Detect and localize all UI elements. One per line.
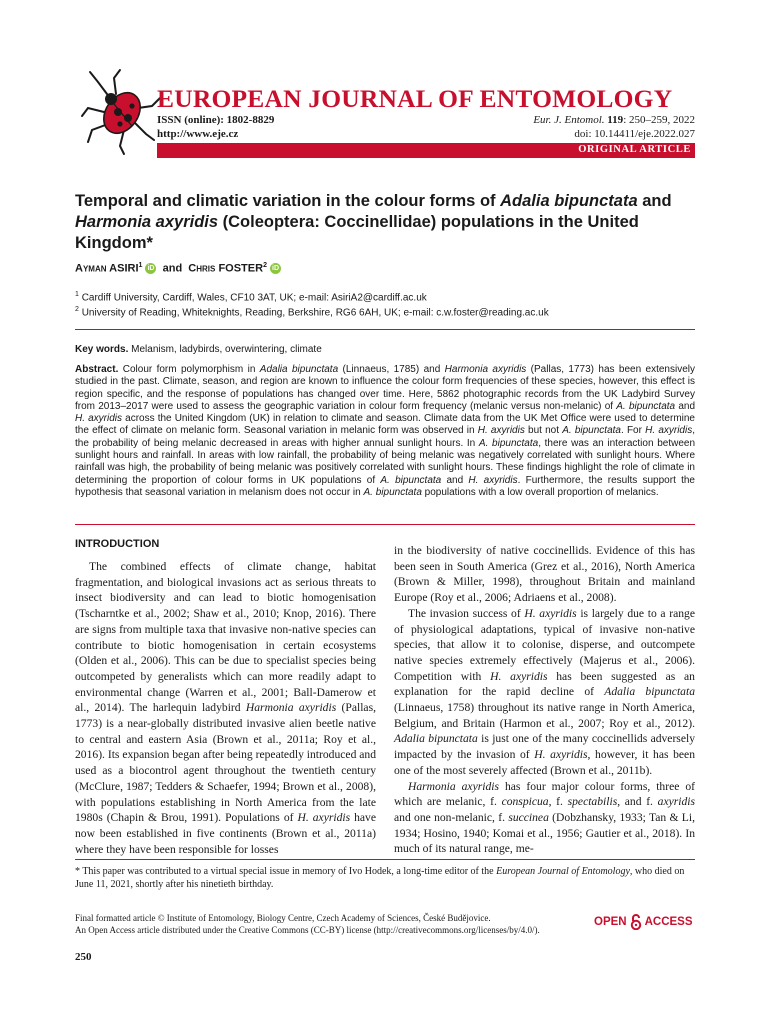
- license-line: Final formatted article © Institute of Entomology, Biology Centre, Czech Academy of Sciences, České Budějovice.: [75, 913, 491, 923]
- article-type-label: ORIGINAL ARTICLE: [578, 144, 691, 155]
- open-lock-icon: [630, 914, 642, 930]
- license-line: An Open Access article distributed under the Creative Commons (CC-BY) license (http://creativecommons.org/licenses/by/4.0/).: [75, 925, 540, 935]
- page-number: 250: [75, 951, 92, 963]
- open-access-logo: [594, 914, 693, 930]
- author-name: Chris FOSTER: [188, 262, 264, 275]
- paragraph: in the biodiversity of native coccinellids. Evidence of this has been seen in South America (Grez et al., 2016), North America (Brown & Miller, 1998), throughout Britain and mainland Europe (Roy et al., 2006; Adriaens et al., 2008).: [394, 544, 695, 605]
- body-column-left: [75, 559, 376, 857]
- open-access-word: OPEN: [594, 916, 627, 928]
- author-list: Ayman ASIRI$^1$ iD and Chris FOSTER$^2$ iD: [75, 262, 280, 275]
- orcid-icon[interactable]: iD: [147, 265, 155, 273]
- abstract: Abstract. Colour form polymorphism in Adalia bipunctata (Linnaeus, 1785) and Harmonia axyridis (Pallas, 1773) has been extensively studied in the past. Climate, season, and region are known to influence the colour form frequencies of these species, however, this effect is region specific, and the response of populations has changed over time. Here, 5862 photographic records from the UK Ladybird Survey from 2013–2017 were used to assess the geographic variation in colour form frequency (melanic versus non-melanic) of A. bipunctata and H. axyridis across the United Kingdom (UK) in relation to climate and season. Climate data from the UK Met Office were used to determine the effect of climate on melanic form. Seasonal variation in melanic form was observed in H. axyridis but not A. bipunctata. For H. axyridis, the probability of being melanic decreased in areas with higher annual sunlight hours. In A. bipunctata, there was an interaction between sunlight hours and rainfall. In areas with low rainfall, the probability of being melanic was negatively correlated with sunlight hours. Where rainfall was high, the probability of being melanic was positively correlated with sunlight hours. These findings highlight the role of climate in determining the proportion of colour forms in UK populations of A. bipunctata and H. axyridis. Furthermore, the results support the hypothesis that seasonal variation in melanism does not occur in A. bipunctata populations with a low overall proportion of melanics.: [75, 364, 696, 498]
- author-conjunction: and: [162, 262, 183, 275]
- affiliation: $^2$ University of Reading, Whiteknights, Reading, Berkshire, RG6 6AH, UK; e-mail: c.w.foster@reading.ac.uk: [75, 306, 549, 319]
- author-name: Ayman ASIRI: [75, 262, 139, 275]
- journal-title: EUROPEAN JOURNAL OF ENTOMOLOGY: [157, 84, 673, 113]
- open-access-word: ACCESS: [644, 916, 693, 928]
- section-heading: INTRODUCTION: [75, 538, 160, 550]
- divider: [75, 524, 695, 525]
- paper-title: Temporal and climatic variation in the colour forms of Adalia bipunctata and Harmonia axyridis (Coleoptera: Coccinellidae) populations in the United Kingdom*: [75, 192, 672, 252]
- body-column-right: [394, 543, 695, 857]
- journal-url[interactable]: http://www.eje.cz: [157, 128, 239, 140]
- orcid-icon[interactable]: iD: [272, 265, 280, 273]
- paragraph: The invasion success of H. axyridis is largely due to a range of physiological adaptations, typical of invasive non-native species, that allow it to colonise, disperse, and outcompete native species extremely effectively (Majerus et al., 2006). Competition with H. axyridis has been suggested as an explanation for the rapid decline of Adalia bipunctata (Linnaeus, 1758) throughout its native range in North America, Belgium, and Britain (Harmon et al., 2007; Roy et al., 2012). Adalia bipunctata is just one of the many coccinellids adversely impacted by the invasion of H. axyridis, however, it has been one of the most severely affected (Brown et al., 2011b).: [394, 606, 696, 777]
- journal-logo-firebug: [80, 68, 162, 156]
- footnote: * This paper was contributed to a virtual special issue in memory of Ivo Hodek, a long-time editor of the European Journal of Entomology, who died on June 11, 2021, shortly after his ninetieth birthday.: [75, 866, 685, 890]
- divider: [75, 329, 695, 330]
- paragraph: The combined effects of climate change, habitat fragmentation, and biological invasions act as serious threats to insect biodiversity and can lead to biotic homogenisation (Tscharntke et al., 2002; Shaw et al., 2010; Knop, 2016). There are signs from multiple taxa that invasive non-native species can contribute to biotic homogenisation in certain ecosystems (Olden et al., 2006). This can be due to specialist species being outcompeted by generalists which can more readily adapt to environmental change (Warren et al., 2001; Ball-Damerow et al., 2014). The harlequin ladybird Harmonia axyridis (Pallas, 1773) is a near-globally distributed invasive alien beetle native to central and eastern Asia (Brown et al., 2011a; Roy et al., 2016). Its expansion began after being repeatedly introduced and used as a biocontrol agent throughout the twentieth century (McClure, 1987; Tedders & Schaefer, 1994; Brown et al., 2008), with populations establishing in North America from the late 1980s (Chapin & Brou, 1991). Populations of H. axyridis have now been established in five continents (Brown et al., 2011a) where they have been responsible for losses: [75, 560, 377, 856]
- divider: [75, 859, 695, 860]
- issn: ISSN (online): 1802-8829: [157, 114, 275, 126]
- license-notice: [75, 912, 605, 936]
- affiliation: $^1$ Cardiff University, Cardiff, Wales, CF10 3AT, UK; e-mail: AsiriA2@cardiff.ac.uk: [75, 291, 427, 304]
- doi[interactable]: doi: 10.14411/eje.2022.027: [574, 128, 695, 140]
- keywords: Key words. Melanism, ladybirds, overwintering, climate: [75, 344, 322, 355]
- citation: Eur. J. Entomol. 119: 250–259, 2022: [533, 114, 695, 126]
- article-type-bar: [157, 143, 695, 158]
- paragraph: Harmonia axyridis has four major colour forms, three of which are melanic, f. conspicua, f. spectabilis, and f. axyridis and one non-melanic, f. succinea (Dobzhansky, 1933; Tan & Li, 1934; Hosino, 1940; Komai et al., 1956; Gautier et al., 2018). In much of its natural range, me-: [394, 779, 696, 856]
